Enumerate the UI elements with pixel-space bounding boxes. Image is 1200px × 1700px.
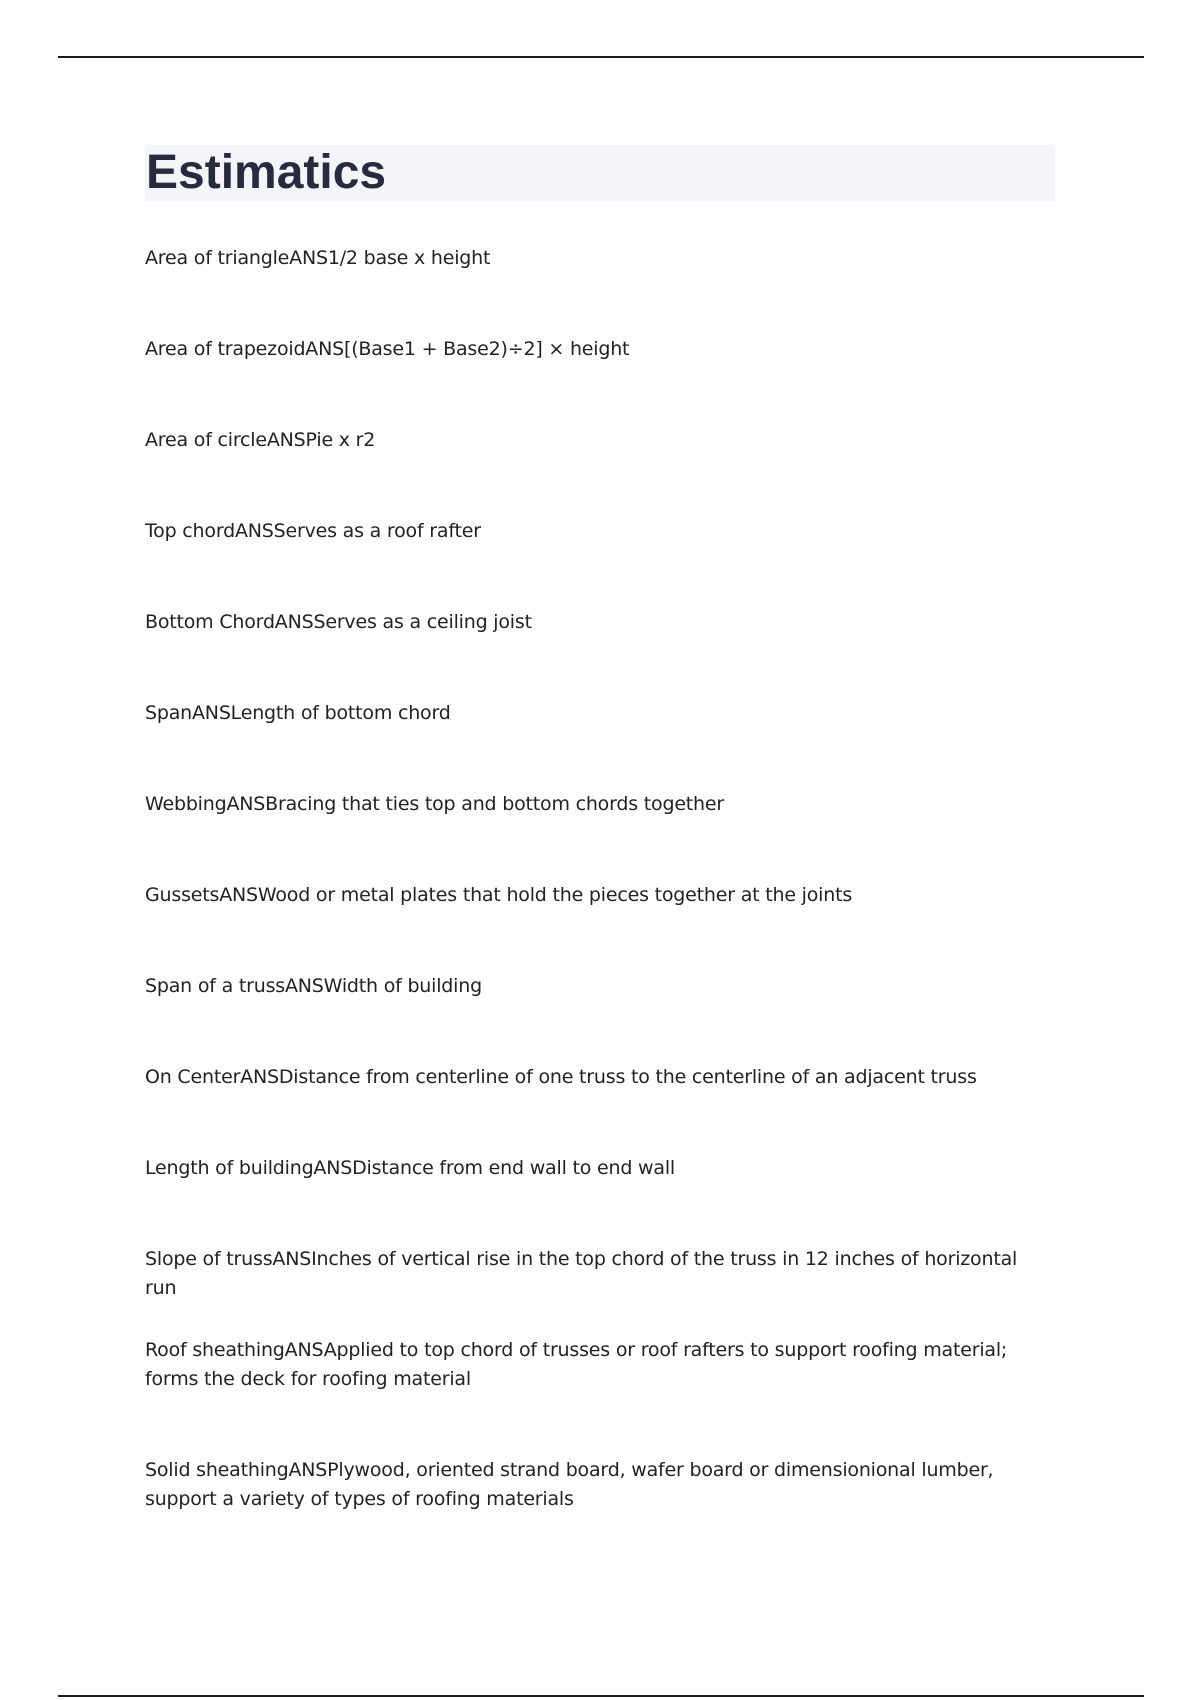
entry-area-of-circle: Area of circleANSPie x r2 [145,429,376,451]
entry-area-of-trapezoid: Area of trapezoidANS[(Base1 + Base2)÷2] × height [145,338,630,360]
entry-gussets: GussetsANSWood or metal plates that hold the pieces together at the joints [145,884,853,906]
entry-slope-of-truss: Slope of trussANSInches of vertical rise in the top chord of the truss in 12 inches of horizontal run [145,1248,1018,1299]
entry-solid-sheathing: Solid sheathingANSPlywood, oriented strand board, wafer board or dimensionional lumber, support a variety of types of roofing materials [145,1459,994,1510]
entry-bottom-chord: Bottom ChordANSServes as a ceiling joist [145,611,532,633]
entry-span-of-truss: Span of a trussANSWidth of building [145,975,482,997]
entry-top-chord: Top chordANSServes as a roof rafter [145,520,481,542]
entry-on-center: On CenterANSDistance from centerline of one truss to the centerline of an adjacent truss [145,1066,977,1088]
entry-roof-sheathing: Roof sheathingANSApplied to top chord of trusses or roof rafters to support roofing material; forms the deck for roofing material [145,1339,1008,1390]
entry-area-of-triangle: Area of triangleANS1/2 base x height [145,247,491,269]
page-title: Estimatics [146,146,387,199]
top-rule [58,56,1144,58]
entry-length-of-building: Length of buildingANSDistance from end wall to end wall [145,1157,675,1179]
entry-span: SpanANSLength of bottom chord [145,702,451,724]
entry-webbing: WebbingANSBracing that ties top and bottom chords together [145,793,724,815]
bottom-rule [58,1695,1144,1697]
